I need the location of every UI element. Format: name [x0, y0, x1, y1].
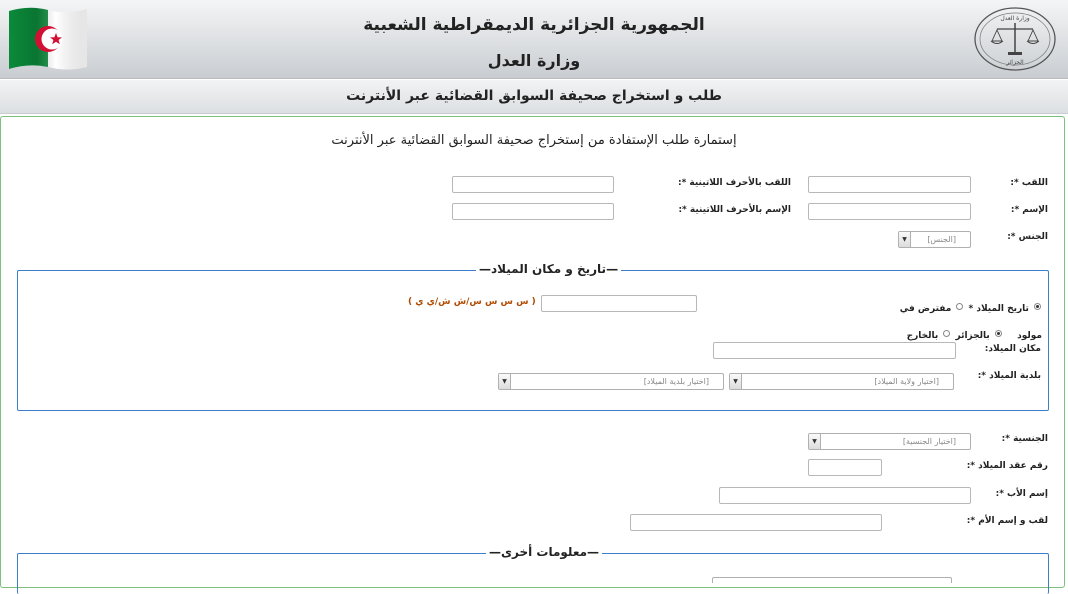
birthplace-label: مكان الميلاد: [984, 344, 1041, 354]
surname-label: اللقب *: [1010, 178, 1048, 188]
gender-label: الجنس *: [1007, 232, 1048, 242]
dropdown-arrow-icon: ▼ [899, 232, 911, 247]
ministry-title: وزارة العدل [487, 51, 581, 70]
dropdown-arrow-icon: ▼ [809, 434, 821, 449]
mother-name-input[interactable] [630, 514, 882, 531]
nationality-label: الجنسية *: [1001, 434, 1048, 444]
dropdown-arrow-icon: ▼ [730, 374, 742, 389]
other-info-legend: —معلومات أخرى— [486, 545, 602, 559]
surname-latin-input[interactable] [452, 176, 614, 193]
nationality-select[interactable]: ▼ [اختيار الجنسية] [808, 433, 971, 450]
birth-commune-select[interactable]: ▼ [اختيار بلدية الميلاد] [498, 373, 724, 390]
birthplace-options: مولود بالجزائر بالخارج [906, 331, 1042, 341]
birthplace-input[interactable] [713, 342, 956, 359]
seal-text-bottom: الجزائر [1006, 59, 1024, 66]
gender-select[interactable]: ▼ [الجنس] [898, 231, 971, 248]
surname-latin-label: اللقب بالأحرف اللاتينية *: [677, 178, 791, 188]
birth-wilaya-select[interactable]: ▼ [اختيار ولاية الميلاد] [729, 373, 954, 390]
born-algeria-radio[interactable] [995, 330, 1002, 337]
firstname-latin-label: الإسم بالأحرف اللاتينية *: [678, 205, 791, 215]
other-info-select[interactable] [712, 577, 952, 583]
birth-date-options: تاريخ الميلاد * مفترض في [900, 296, 1041, 315]
seal-text-top: وزارة العدل [1000, 15, 1030, 22]
birth-act-input[interactable] [808, 459, 882, 476]
presumed-date-radio[interactable] [956, 303, 963, 310]
form-title: إستمارة طلب الإستفادة من إستخراج صحيفة السوابق القضائية عبر الأنترنت [331, 133, 737, 148]
birth-date-radio[interactable] [1034, 303, 1041, 310]
father-name-label: إسم الأب *: [995, 489, 1048, 499]
firstname-input[interactable] [808, 203, 971, 220]
birth-date-input[interactable] [541, 295, 697, 312]
other-info-fieldset [17, 553, 1049, 594]
firstname-label: الإسم *: [1010, 205, 1048, 215]
birth-legend: —تاريخ و مكان الميلاد— [476, 262, 621, 276]
mother-name-label: لقب و إسم الأم *: [966, 516, 1048, 526]
born-abroad-radio[interactable] [943, 330, 950, 337]
republic-title: الجمهورية الجزائرية الديمقراطية الشعبية [363, 15, 705, 35]
surname-input[interactable] [808, 176, 971, 193]
service-title: طلب و استخراج صحيفة السوابق القضائية عبر الأنترنت [346, 88, 722, 104]
firstname-latin-input[interactable] [452, 203, 614, 220]
justice-seal-icon [972, 5, 1058, 73]
birth-act-label: رقم عقد الميلاد *: [966, 461, 1048, 471]
birth-commune-label: بلدية الميلاد *: [977, 371, 1041, 381]
father-name-input[interactable] [719, 487, 971, 504]
date-format-hint: ( س س س س/ش ش/ي ي ) [408, 297, 536, 307]
dropdown-arrow-icon: ▼ [499, 374, 511, 389]
